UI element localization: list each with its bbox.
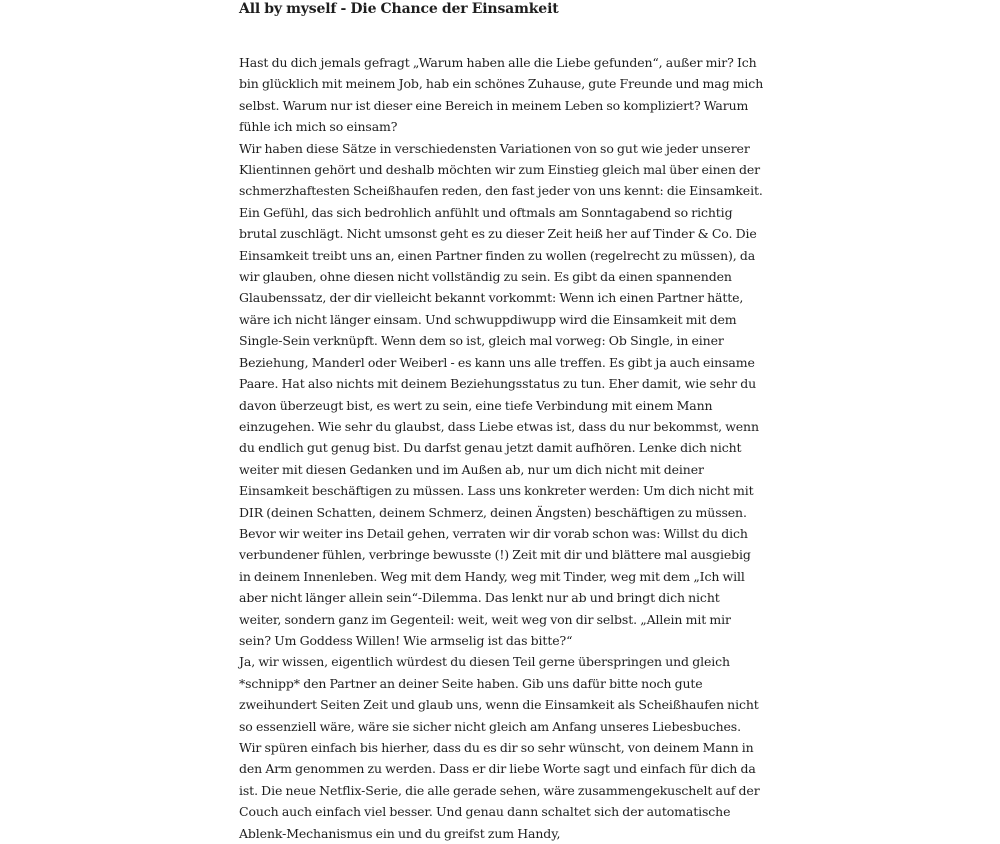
document-page [239, 0, 764, 844]
document-body [239, 52, 764, 844]
paragraph-3: Ja, wir wissen, eigentlich würdest du diesen Teil gerne überspringen und gleich *schnipp* den Partner an deiner Seite haben. Gib uns dafür bitte noch gute zweihundert Seiten Zeit und glaub uns, wenn die Einsamkeit als Scheißhaufen nicht so essenziell wäre, wäre sie sicher nicht gleich am Anfang unseres Liebesbuches. Wir spüren einfach bis hierher, dass du es dir so sehr wünscht, von deinem Mann in den Arm genommen zu werden. Dass er dir liebe Worte sagt und einfach für dich da ist. Die neue Netflix-Serie, die alle gerade sehen, wäre zusammengekuschelt auf der Couch auch einfach viel besser. Und genau dann schaltet sich der automatische Ablenk-Mechanismus ein und du greifst zum Handy, [239, 654, 760, 841]
paragraph-1: Hast du dich jemals gefragt „Warum haben alle die Liebe gefunden“, außer mir? Ich bin glücklich mit meinem Job, hab ein schönes Zuhause, gute Freunde und mag mich selbst. Warum nur ist dieser eine Bereich in meinem Leben so kompliziert? Warum fühle ich mich so einsam? [239, 55, 764, 135]
document-title: All by myself - Die Chance der Einsamkeit [239, 1, 559, 17]
paragraph-2: Wir haben diese Sätze in verschiedensten Variationen von so gut wie jeder unserer Klientinnen gehört und deshalb möchten wir zum Einstieg gleich mal über einen der schmerzhaftesten Scheißhaufen reden, den fast jeder von uns kennt: die Einsamkeit. Ein Gefühl, das sich bedrohlich anfühlt und oftmals am Sonntagabend so richtig brutal zuschlägt. Nicht umsonst geht es zu dieser Zeit heiß her auf Tinder & Co. Die Einsamkeit treibt uns an, einen Partner finden zu wollen (regelrecht zu müssen), da wir glauben, ohne diesen nicht vollständig zu sein. Es gibt da einen spannenden Glaubenssatz, der dir vielleicht bekannt vorkommt: Wenn ich einen Partner hätte, wäre ich nicht länger einsam. Und schwuppdiwupp wird die Einsamkeit mit dem Single-Sein verknüpft. Wenn dem so ist, gleich mal vorweg: Ob Single, in einer Beziehung, Manderl oder Weiberl - es kann uns alle treffen. Es gibt ja auch einsame Paare. Hat also nichts mit deinem Beziehungsstatus zu tun. Eher damit, wie sehr du davon überzeugt bist, es wert zu sein, eine tiefe Verbindung mit einem Mann einzugehen. Wie sehr du glaubst, dass Liebe etwas ist, dass du nur bekommst, wenn du endlich gut genug bist. Du darfst genau jetzt damit aufhören. Lenke dich nicht weiter mit diesen Gedanken und im Außen ab, nur um dich nicht mit deiner Einsamkeit beschäftigen zu müssen. Lass uns konkreter werden: Um dich nicht mit DIR (deinen Schatten, deinem Schmerz, deinen Ängsten) beschäftigen zu müssen. Bevor wir weiter ins Detail gehen, verraten wir dir vorab schon was: Willst du dich verbundener fühlen, verbringe bewusste (!) Zeit mit dir und blättere mal ausgiebig in deinem Innenleben. Weg mit dem Handy, weg mit Tinder, weg mit dem „Ich will aber nicht länger allein sein“-Dilemma. Das lenkt nur ab und bringt dich nicht weiter, sondern ganz im Gegenteil: weit, weit weg von dir selbst. „Allein mit mir sein? Um Goddess Willen! Wie armselig ist das bitte?“ [239, 140, 763, 648]
